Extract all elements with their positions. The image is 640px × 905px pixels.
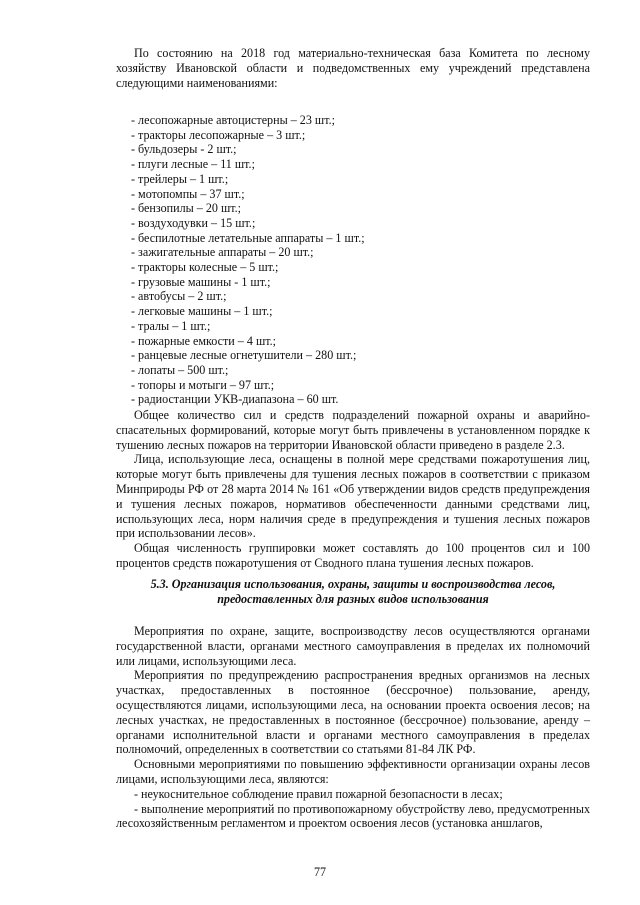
- bottom-paragraphs: [116, 624, 590, 831]
- paragraph: Лица, использующие леса, оснащены в полной мере средствами пожаротушения лиц, которые могут быть привлечены для тушения лесных пожаров в соответствии с приказом Минприроды РФ от 28 марта 2014 № 161 «Об утверждении видов средств предупреждения и тушения лесных пожаров, нормативов обеспеченности данными средствами лиц, использующих леса, норм наличия среде в предупреждения и тушения лесных пожаров при использовании лесов».: [116, 452, 590, 541]
- list-item: - лопаты – 500 шт.;: [131, 362, 229, 377]
- list-item: - тракторы колесные – 5 шт.;: [131, 260, 279, 275]
- list-item: - грузовые машины - 1 шт.;: [131, 274, 271, 289]
- list-item: - трейлеры – 1 шт.;: [131, 171, 229, 186]
- list-item: - тралы – 1 шт.;: [131, 318, 211, 333]
- list-item: - легковые машины – 1 шт.;: [131, 304, 273, 319]
- top-paragraphs: [116, 408, 590, 571]
- paragraph: - выполнение мероприятий по противопожарному обустройству лево, предусмотренных лесохозяйственным регламентом и проектом освоения лесов (установка аншлагов,: [116, 801, 590, 831]
- section-heading-line: предоставленных для разных видов использования: [217, 592, 489, 606]
- list-item: - радиостанции УКВ-диапазона – 60 шт.: [131, 392, 339, 407]
- section-heading-line: 5.3. Организация использования, охраны, защиты и воспроизводства лесов,: [150, 577, 556, 591]
- equipment-list: [131, 113, 365, 407]
- list-item: - бензопилы – 20 шт.;: [131, 201, 242, 216]
- list-item: - зажигательные аппараты – 20 шт.;: [131, 245, 314, 260]
- list-item: - пожарные емкости – 4 шт.;: [131, 333, 277, 348]
- page-number: 77: [313, 865, 327, 879]
- list-item: - автобусы – 2 шт.;: [131, 289, 227, 304]
- list-item: - тракторы лесопожарные – 3 шт.;: [131, 127, 306, 142]
- list-item: - лесопожарные автоцистерны – 23 шт.;: [131, 113, 335, 127]
- paragraph: Мероприятия по предупреждению распространения вредных организмов на лесных участках, предоставленных в постоянное (бессрочное) пользование, аренду, осуществляются лицами, использующими леса, на основании проекта освоения лесов; на лесных участках, не предоставленных в постоянное (бессрочное) пользование, аренду – органами исполнительной власти и органами местного самоуправления в пределах полномочий, определенных в соответствии со статьями 81-84 ЛК РФ.: [116, 668, 590, 757]
- list-item: - воздуходувки – 15 шт.;: [131, 215, 256, 230]
- list-item: - мотопомпы – 37 шт.;: [131, 186, 245, 201]
- list-item: - бульдозеры - 2 шт.;: [131, 142, 237, 157]
- section-heading: [116, 577, 590, 607]
- paragraph: - неукоснительное соблюдение правил пожарной безопасности в лесах;: [134, 786, 503, 801]
- paragraph: Общее количество сил и средств подразделений пожарной охраны и аварийно-спасательных формирований, которые могут быть привлечены в установленном порядке к тушению лесных пожаров на территории Ивановской области приведено в разделе 2.3.: [116, 408, 590, 452]
- list-item: - топоры и мотыги – 97 шт.;: [131, 377, 275, 392]
- paragraph: Мероприятия по охране, защите, воспроизводству лесов осуществляются органами государственной власти, органами местного самоуправления в пределах их полномочий или лицами, использующими леса.: [116, 624, 590, 668]
- paragraph: Основными мероприятиями по повышению эффективности организации охраны лесов лицами, использующими леса, являются:: [116, 757, 590, 786]
- list-item: - ранцевые лесные огнетушители – 280 шт.;: [131, 348, 357, 363]
- paragraph: Общая численность группировки может составлять до 100 процентов сил и 100 процентов средств пожаротушения от Сводного плана тушения лесных пожаров.: [116, 541, 590, 570]
- intro-paragraph: По состоянию на 2018 год материально-техническая база Комитета по лесному хозяйству Ивановской области и подведомственных ему учреждений представлена следующими наименованиями:: [116, 46, 590, 90]
- list-item: - плуги лесные – 11 шт.;: [131, 157, 255, 172]
- list-item: - беспилотные летательные аппараты – 1 шт.;: [131, 230, 365, 245]
